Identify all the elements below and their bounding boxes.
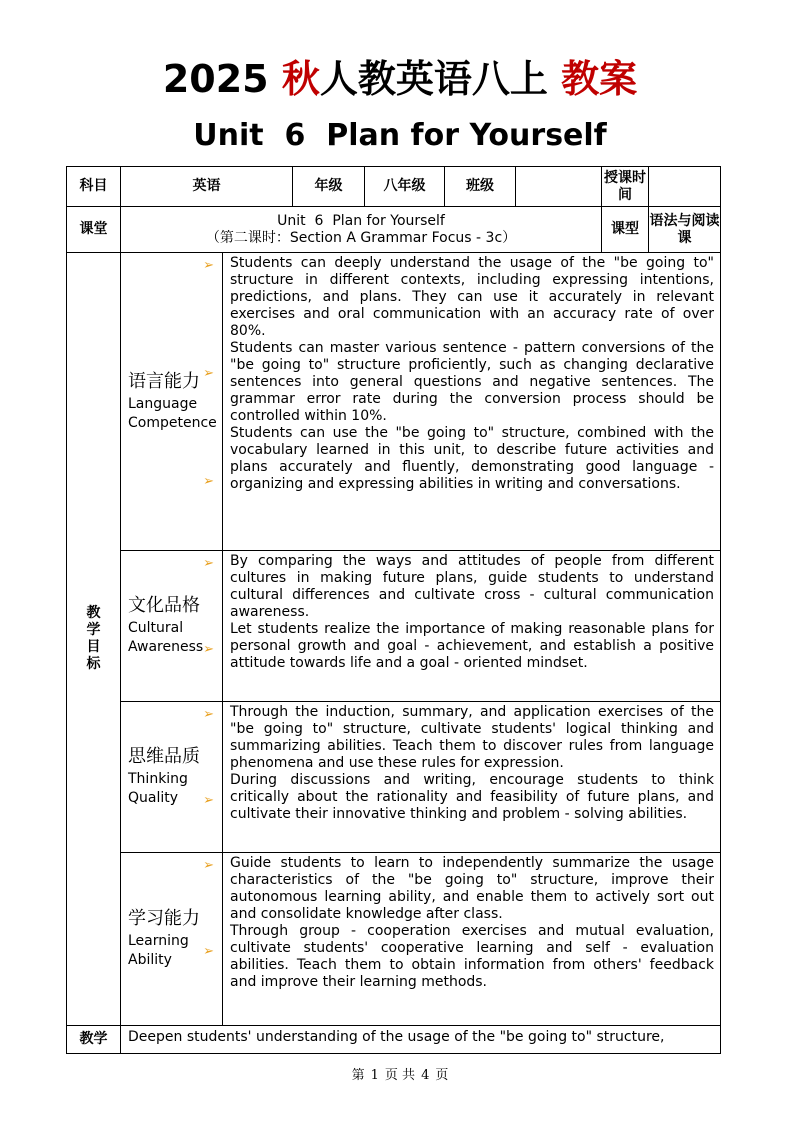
- subject-label: 科目: [67, 167, 121, 207]
- page-title: [0, 55, 800, 103]
- class-label: 班级: [445, 167, 516, 207]
- class-value: [516, 167, 602, 207]
- subject-value: 英语: [121, 167, 293, 207]
- objective-item: Through the induction, summary, and application exercises of the "be going to" structure, cultivate students' logical thinking and summarizing abilities. Teach them to discover rules from language phenomena and use these rules for expression.: [230, 704, 714, 771]
- category-en: Thinking: [128, 771, 188, 787]
- lesson-plan-table: [66, 166, 721, 1054]
- unit-title: Unit 6 Plan for Yourself: [193, 118, 607, 153]
- objective-item: Through group - cooperation exercises and mutual evaluation, cultivate students' cooperative learning and self - evaluation abilities. Teach them to obtain information from others' feedback and improve their learning methods.: [230, 923, 714, 990]
- grade-label: 年级: [293, 167, 365, 207]
- category-en: Awareness: [128, 639, 204, 655]
- objective-item: Students can master various sentence - pattern conversions of the "be going to" structure proficiently, such as changing declarative sentences into general questions and negative sentences. The grammar error rate during the conversion process should be controlled within 10%.: [230, 340, 714, 424]
- category-thinking: [121, 702, 223, 853]
- objective-item: Students can use the "be going to" structure, combined with the vocabulary learned in this unit, to describe future activities and plans accurately and fluently, demonstrating good language - organizing and expressing abilities in writing and conversations.: [230, 425, 714, 492]
- key-points-text: Deepen students' understanding of the usage of the "be going to" structure,: [121, 1026, 721, 1054]
- category-en: Competence: [128, 414, 217, 431]
- arrow-bullet-icon: ➢: [203, 944, 214, 959]
- footer-suffix: 页: [435, 1068, 449, 1083]
- objective-content: [223, 253, 721, 551]
- objective-row-thinking: [67, 702, 721, 853]
- lesson-row: [67, 207, 721, 253]
- page-number: 1: [370, 1068, 379, 1083]
- arrow-bullet-icon: ➢: [203, 556, 214, 571]
- arrow-bullet-icon: ➢: [203, 258, 214, 273]
- category-en: Quality: [128, 790, 179, 806]
- category-en: Language: [128, 395, 198, 412]
- category-cn: 文化品格: [128, 595, 200, 616]
- footer-prefix: 第: [351, 1068, 365, 1083]
- category-cn: 学习能力: [128, 908, 200, 929]
- category-en: Cultural: [128, 620, 184, 636]
- arrow-bullet-icon: ➢: [203, 366, 214, 381]
- lesson-title-line2: （第二课时：Section A Grammar Focus - 3c）: [205, 229, 517, 246]
- objective-content: [223, 702, 721, 853]
- title-season: 秋: [281, 57, 320, 101]
- objective-row-culture: [67, 551, 721, 702]
- category-en: Ability: [128, 952, 172, 968]
- key-points-row: [67, 1026, 721, 1054]
- category-culture: [121, 551, 223, 702]
- lesson-title-line1: Unit 6 Plan for Yourself: [277, 212, 445, 229]
- lesson-label: 课堂: [67, 207, 121, 253]
- info-row: [67, 167, 721, 207]
- objectives-label: 教学目标: [67, 253, 121, 1026]
- grade-value: 八年级: [365, 167, 445, 207]
- objective-item: By comparing the ways and attitudes of people from different cultures in making future plans, guide students to understand cultural differences and cultivate cross - cultural communication awareness.: [230, 553, 714, 620]
- arrow-bullet-icon: ➢: [203, 793, 214, 808]
- objective-content: [223, 551, 721, 702]
- objective-item: Guide students to learn to independently summarize the usage characteristics of the "be going to" structure, improve their autonomous learning ability, and enable them to actively sort out and consolidate knowledge after class.: [230, 855, 714, 922]
- footer-mid: 页 共: [384, 1068, 416, 1083]
- title-year: 2025: [162, 57, 269, 101]
- objective-row-language: [67, 253, 721, 551]
- time-label: 授课时间: [602, 167, 649, 207]
- objective-item: During discussions and writing, encourage students to think critically about the rationality and feasibility of future plans, and cultivate their innovative thinking and problem - solving abilities.: [230, 772, 714, 822]
- title-doctype: 教案: [561, 57, 638, 101]
- objective-content: [223, 853, 721, 1026]
- category-cn: 思维品质: [128, 746, 200, 767]
- arrow-bullet-icon: ➢: [203, 858, 214, 873]
- objective-item: Let students realize the importance of making reasonable plans for personal growth and goal - achievement, and establish a positive attitude towards life and a goal - oriented mindset.: [230, 621, 714, 671]
- category-language: [121, 253, 223, 551]
- type-label: 课型: [602, 207, 649, 253]
- type-value: 语法与阅读课: [649, 207, 721, 253]
- page-total: 4: [421, 1068, 430, 1083]
- page-footer: [0, 1064, 800, 1083]
- category-en: Learning: [128, 933, 189, 949]
- objective-item: Students can deeply understand the usage of the "be going to" structure in different contexts, including expressing intentions, predictions, and plans. They can use it accurately in relevant exercises and oral communication with an accuracy rate of over 80%.: [230, 255, 714, 339]
- objective-row-learning: [67, 853, 721, 1026]
- key-points-label: 教学: [67, 1026, 121, 1054]
- title-main: 人教英语八上: [319, 57, 548, 101]
- category-learning: [121, 853, 223, 1026]
- arrow-bullet-icon: ➢: [203, 707, 214, 722]
- category-cn: 语言能力: [128, 370, 200, 392]
- arrow-bullet-icon: ➢: [203, 642, 214, 657]
- time-value: [649, 167, 721, 207]
- lesson-title: [121, 207, 602, 253]
- arrow-bullet-icon: ➢: [203, 474, 214, 489]
